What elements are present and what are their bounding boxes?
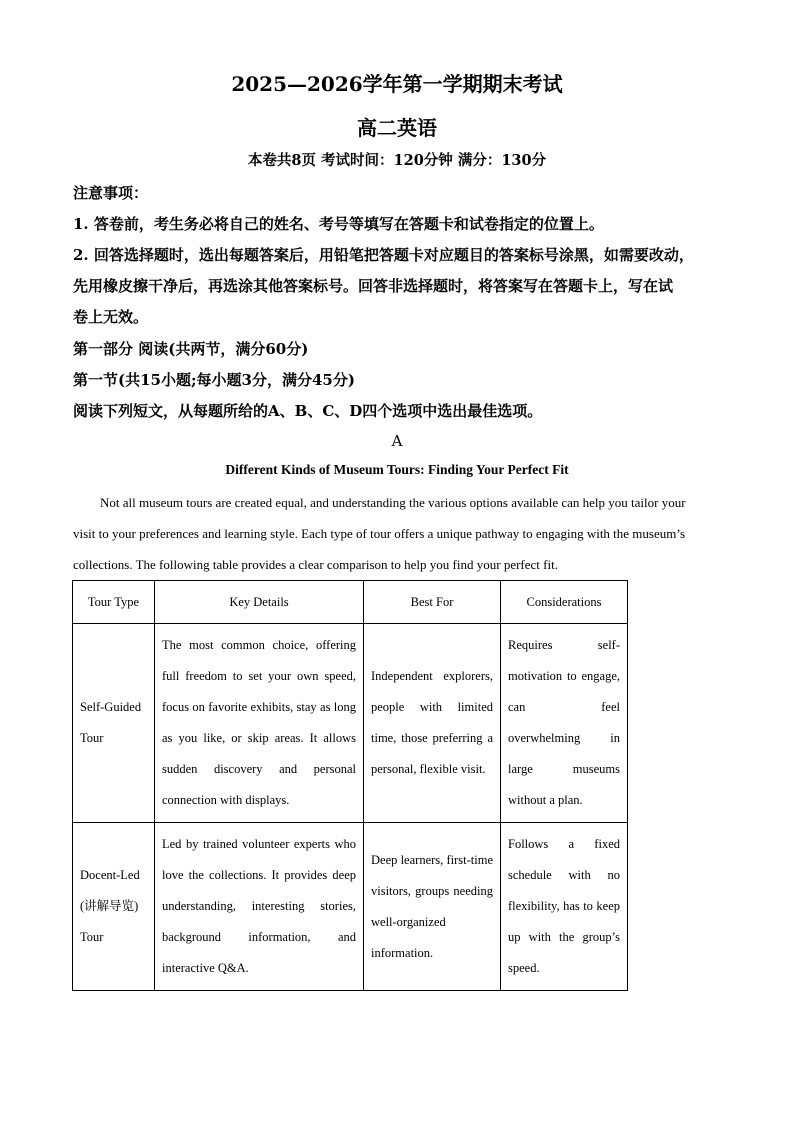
cell-key-details: Led by trained volunteer experts who love the collections. It provides deep understanding, interesting stories, background information, and interactive Q&A. bbox=[155, 823, 364, 991]
table-row bbox=[73, 823, 628, 991]
passage-letter: A bbox=[391, 432, 403, 450]
note-item-2-line-2: 先用橡皮擦干净后，再选涂其他答案标号。回答非选择题时，将答案写在答题卡上，写在试 bbox=[73, 277, 674, 295]
cell-key-details: The most common choice, offering full freedom to set your own speed, focus on favorite exhibits, stay as long as you like, or skip areas. It allows sudden discovery and personal connection with displays. bbox=[155, 624, 364, 823]
notes-heading: 注意事项： bbox=[73, 184, 149, 202]
table-header-row bbox=[73, 581, 628, 624]
passage-line-2: visit to your preferences and learning style. Each type of tour offers a unique pathway to engaging with the museum’s bbox=[73, 526, 686, 541]
cell-best-for: Independent explorers, people with limited time, those preferring a personal, flexible visit. bbox=[364, 624, 501, 823]
header-tour-type: Tour Type bbox=[73, 581, 155, 624]
cell-considerations: Requires self-motivation to engage, can feel overwhelming in large museums without a plan. bbox=[501, 624, 628, 823]
header-best-for: Best For bbox=[364, 581, 501, 624]
reading-instruction: 阅读下列短文，从每题所给的A、B、C、D四个选项中选出最佳选项。 bbox=[73, 402, 543, 420]
exam-title: 2025—2026学年第一学期期末考试 bbox=[231, 72, 563, 96]
cell-best-for: Deep learners, first-time visitors, groups needing well-organized information. bbox=[364, 823, 501, 991]
cell-tour-type: Self-Guided Tour bbox=[73, 624, 155, 823]
tour-comparison-table bbox=[72, 580, 628, 991]
passage-title: Different Kinds of Museum Tours: Finding Your Perfect Fit bbox=[225, 462, 569, 477]
header-considerations: Considerations bbox=[501, 581, 628, 624]
header-key-details: Key Details bbox=[155, 581, 364, 624]
passage-line-1: Not all museum tours are created equal, and understanding the various options available can help you tailor your bbox=[100, 495, 686, 510]
passage-line-3: collections. The following table provides a clear comparison to help you find your perfect fit. bbox=[73, 557, 558, 572]
note-item-1: 1. 答卷前，考生务必将自己的姓名、考号等填写在答题卡和试卷指定的位置上。 bbox=[73, 215, 604, 233]
note-item-2-line-1: 2. 回答选择题时，选出每题答案后，用铅笔把答题卡对应题目的答案标号涂黑，如需要改动， bbox=[73, 246, 694, 264]
table-row bbox=[73, 624, 628, 823]
section-heading: 第一节(共15小题;每小题3分，满分45分) bbox=[73, 371, 355, 389]
part-heading: 第一部分 阅读(共两节，满分60分) bbox=[73, 340, 309, 358]
subject-title: 高二英语 bbox=[357, 116, 437, 140]
exam-info: 本卷共8页 考试时间：120分钟 满分：130分 bbox=[247, 152, 547, 169]
note-item-2-line-3: 卷上无效。 bbox=[73, 308, 149, 326]
cell-considerations: Follows a fixed schedule with no flexibility, has to keep up with the group’s speed. bbox=[501, 823, 628, 991]
cell-tour-type: Docent-Led (讲解导览) Tour bbox=[73, 823, 155, 991]
